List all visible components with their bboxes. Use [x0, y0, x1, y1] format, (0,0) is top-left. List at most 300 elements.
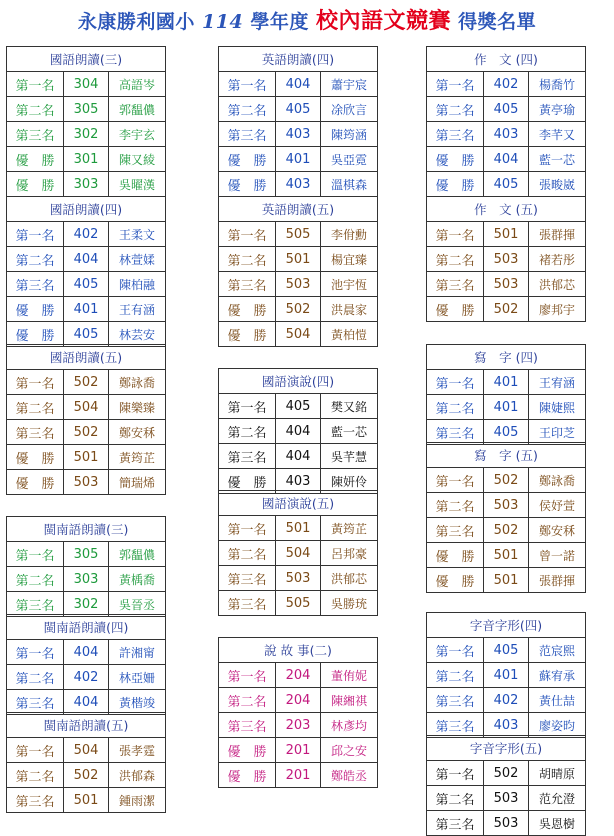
student-name-cell: 黃亭瑜 [529, 97, 586, 122]
rank-cell: 第一名 [219, 663, 276, 688]
class-cell: 405 [484, 97, 529, 122]
student-name-cell: 鄭安秝 [529, 518, 586, 543]
table-row [427, 568, 586, 593]
table-row [427, 786, 586, 811]
class-cell: 402 [64, 222, 109, 247]
rank-cell: 第三名 [7, 592, 64, 617]
class-cell: 403 [276, 122, 321, 147]
student-name-cell: 張畯崴 [529, 172, 586, 197]
student-name-cell: 黃楀喬 [109, 567, 166, 592]
table-row [219, 763, 378, 788]
student-name-cell: 范允澄 [529, 786, 586, 811]
category-title: 作 文 (五) [427, 197, 586, 222]
block-header [219, 197, 378, 222]
student-name-cell: 樊又銘 [321, 394, 378, 419]
class-cell: 501 [64, 445, 109, 470]
table-row [427, 395, 586, 420]
student-name-cell: 鄭安秝 [109, 420, 166, 445]
student-name-cell: 黃柏愷 [321, 322, 378, 347]
class-cell: 401 [276, 147, 321, 172]
block-header [219, 47, 378, 72]
rank-cell: 第二名 [219, 97, 276, 122]
table-row [7, 322, 166, 347]
rank-cell: 優 勝 [219, 147, 276, 172]
class-cell: 503 [484, 493, 529, 518]
block-calligraphy-5 [426, 442, 586, 593]
block-header [219, 638, 378, 663]
student-name-cell: 林芸安 [109, 322, 166, 347]
class-cell: 501 [484, 222, 529, 247]
table-row [219, 247, 378, 272]
student-name-cell: 廖姿昀 [529, 713, 586, 738]
class-cell: 503 [484, 272, 529, 297]
rank-cell: 第二名 [219, 247, 276, 272]
student-name-cell: 溫棋森 [321, 172, 378, 197]
class-cell: 403 [484, 713, 529, 738]
block-header [427, 47, 586, 72]
student-name-cell: 簡瑞烯 [109, 470, 166, 495]
table-row [427, 297, 586, 322]
class-cell: 502 [484, 518, 529, 543]
class-cell: 203 [276, 713, 321, 738]
student-name-cell: 王柔文 [109, 222, 166, 247]
rank-cell: 第二名 [7, 763, 64, 788]
block-header [7, 517, 166, 542]
block-mandarin-speech-5 [218, 490, 378, 616]
rank-cell: 第二名 [7, 567, 64, 592]
table-row [427, 97, 586, 122]
student-name-cell: 鄭詠喬 [109, 370, 166, 395]
table-row [7, 470, 166, 495]
rank-cell: 第一名 [7, 738, 64, 763]
student-name-cell: 陳緗祺 [321, 688, 378, 713]
student-name-cell: 郭馧儂 [109, 97, 166, 122]
category-title: 國語朗讀(三) [7, 47, 166, 72]
rank-cell: 第二名 [219, 419, 276, 444]
rank-cell: 第二名 [427, 395, 484, 420]
rank-cell: 優 勝 [219, 469, 276, 494]
class-cell: 405 [484, 638, 529, 663]
rank-cell: 第二名 [427, 493, 484, 518]
class-cell: 305 [64, 542, 109, 567]
table-row [219, 97, 378, 122]
student-name-cell: 鍾雨潔 [109, 788, 166, 813]
table-row [427, 370, 586, 395]
class-cell: 404 [64, 690, 109, 715]
rank-cell: 第一名 [7, 370, 64, 395]
class-cell: 401 [64, 297, 109, 322]
block-header [219, 491, 378, 516]
student-name-cell: 許湘甯 [109, 640, 166, 665]
student-name-cell: 陳婕熙 [529, 395, 586, 420]
category-title: 作 文 (四) [427, 47, 586, 72]
block-header [427, 197, 586, 222]
rank-cell: 優 勝 [427, 297, 484, 322]
table-row [427, 72, 586, 97]
table-row [427, 493, 586, 518]
student-name-cell: 董侑妮 [321, 663, 378, 688]
rank-cell: 第三名 [219, 122, 276, 147]
table-row [427, 247, 586, 272]
category-title: 國語演說(五) [219, 491, 378, 516]
table-row [427, 147, 586, 172]
table-row [7, 395, 166, 420]
student-name-cell: 曾一諾 [529, 543, 586, 568]
table-row [7, 592, 166, 617]
rank-cell: 優 勝 [219, 172, 276, 197]
rank-cell: 優 勝 [7, 172, 64, 197]
class-cell: 405 [276, 97, 321, 122]
table-row [7, 738, 166, 763]
student-name-cell: 陳妍伶 [321, 469, 378, 494]
class-cell: 405 [484, 420, 529, 445]
table-row [219, 738, 378, 763]
title-winners: 得獎名單 [458, 11, 537, 33]
rank-cell: 第二名 [7, 665, 64, 690]
class-cell: 504 [64, 395, 109, 420]
class-cell: 404 [276, 72, 321, 97]
table-row [427, 420, 586, 445]
student-name-cell: 李佾勳 [321, 222, 378, 247]
class-cell: 502 [484, 761, 529, 786]
student-name-cell: 林彥均 [321, 713, 378, 738]
rank-cell: 第二名 [427, 97, 484, 122]
student-name-cell: 張群揮 [529, 222, 586, 247]
category-title: 英語朗讀(五) [219, 197, 378, 222]
student-name-cell: 吳曜漢 [109, 172, 166, 197]
class-cell: 502 [484, 468, 529, 493]
rank-cell: 第一名 [219, 222, 276, 247]
rank-cell: 優 勝 [427, 172, 484, 197]
table-row [7, 690, 166, 715]
block-phonetics-5 [426, 735, 586, 836]
category-title: 閩南語朗讀(五) [7, 713, 166, 738]
block-minnan-reading-5 [6, 712, 166, 813]
class-cell: 505 [276, 591, 321, 616]
table-row [7, 542, 166, 567]
table-row [7, 763, 166, 788]
student-name-cell: 林萱媃 [109, 247, 166, 272]
rank-cell: 第三名 [427, 518, 484, 543]
table-row [219, 688, 378, 713]
class-cell: 303 [64, 567, 109, 592]
block-calligraphy-4 [426, 344, 586, 445]
student-name-cell: 洪郁森 [109, 763, 166, 788]
student-name-cell: 范宸熙 [529, 638, 586, 663]
rank-cell: 優 勝 [427, 147, 484, 172]
table-row [219, 322, 378, 347]
table-row [219, 516, 378, 541]
student-name-cell: 吳晉丞 [109, 592, 166, 617]
class-cell: 502 [64, 763, 109, 788]
block-composition-5 [426, 196, 586, 322]
student-name-cell: 吳勝珫 [321, 591, 378, 616]
rank-cell: 第二名 [427, 786, 484, 811]
class-cell: 501 [276, 247, 321, 272]
class-cell: 401 [484, 663, 529, 688]
block-storytelling-2 [218, 637, 378, 788]
student-name-cell: 陳柏融 [109, 272, 166, 297]
student-name-cell: 侯妤萱 [529, 493, 586, 518]
table-row [427, 713, 586, 738]
student-name-cell: 池宇恆 [321, 272, 378, 297]
table-row [219, 72, 378, 97]
rank-cell: 優 勝 [7, 147, 64, 172]
rank-cell: 第二名 [7, 247, 64, 272]
class-cell: 501 [276, 516, 321, 541]
class-cell: 302 [64, 592, 109, 617]
table-row [219, 444, 378, 469]
category-title: 字音字形(五) [427, 736, 586, 761]
rank-cell: 優 勝 [427, 543, 484, 568]
rank-cell: 第一名 [427, 638, 484, 663]
table-row [7, 297, 166, 322]
rank-cell: 第一名 [427, 370, 484, 395]
rank-cell: 優 勝 [427, 568, 484, 593]
category-title: 閩南語朗讀(四) [7, 615, 166, 640]
rank-cell: 第三名 [219, 272, 276, 297]
category-title: 說 故 事(二) [219, 638, 378, 663]
class-cell: 503 [484, 247, 529, 272]
student-name-cell: 陳又綾 [109, 147, 166, 172]
rank-cell: 第三名 [7, 122, 64, 147]
rank-cell: 第三名 [219, 591, 276, 616]
block-header [219, 369, 378, 394]
class-cell: 404 [276, 444, 321, 469]
student-name-cell: 黃楷竣 [109, 690, 166, 715]
rank-cell: 第二名 [219, 688, 276, 713]
class-cell: 504 [276, 541, 321, 566]
class-cell: 402 [484, 688, 529, 713]
rank-cell: 第三名 [427, 122, 484, 147]
rank-cell: 第二名 [7, 395, 64, 420]
table-row [427, 272, 586, 297]
student-name-cell: 陳樂臻 [109, 395, 166, 420]
rank-cell: 第三名 [427, 713, 484, 738]
class-cell: 503 [484, 811, 529, 836]
rank-cell: 第一名 [427, 222, 484, 247]
class-cell: 505 [276, 222, 321, 247]
table-row [7, 665, 166, 690]
title-school: 永康勝利國小 [77, 11, 195, 33]
table-row [427, 663, 586, 688]
table-row [7, 247, 166, 272]
rank-cell: 第二名 [219, 541, 276, 566]
class-cell: 404 [276, 419, 321, 444]
block-english-reading-4 [218, 46, 378, 197]
table-row [7, 222, 166, 247]
student-name-cell: 張孝霆 [109, 738, 166, 763]
student-name-cell: 高語岑 [109, 72, 166, 97]
class-cell: 501 [484, 543, 529, 568]
class-cell: 303 [64, 172, 109, 197]
category-title: 國語演說(四) [219, 369, 378, 394]
table-row [219, 147, 378, 172]
student-name-cell: 鄭詠喬 [529, 468, 586, 493]
table-row [427, 761, 586, 786]
class-cell: 404 [64, 247, 109, 272]
table-row [219, 541, 378, 566]
rank-cell: 第一名 [427, 761, 484, 786]
block-header [427, 736, 586, 761]
block-header [7, 47, 166, 72]
student-name-cell: 黃筠芷 [109, 445, 166, 470]
rank-cell: 第三名 [427, 272, 484, 297]
rank-cell: 第三名 [7, 690, 64, 715]
student-name-cell: 楊宜臻 [321, 247, 378, 272]
student-name-cell: 吳芊慧 [321, 444, 378, 469]
rank-cell: 優 勝 [7, 445, 64, 470]
table-row [427, 122, 586, 147]
title-year: 114 [202, 11, 244, 33]
student-name-cell: 王有涵 [109, 297, 166, 322]
block-minnan-reading-4 [6, 614, 166, 715]
block-composition-4 [426, 46, 586, 197]
student-name-cell: 李芊又 [529, 122, 586, 147]
table-row [427, 518, 586, 543]
class-cell: 504 [64, 738, 109, 763]
rank-cell: 第三名 [7, 420, 64, 445]
rank-cell: 優 勝 [219, 738, 276, 763]
class-cell: 405 [64, 322, 109, 347]
student-name-cell: 王宥涵 [529, 370, 586, 395]
student-name-cell: 藍一芯 [529, 147, 586, 172]
rank-cell: 第一名 [7, 222, 64, 247]
table-row [7, 72, 166, 97]
rank-cell: 優 勝 [7, 322, 64, 347]
class-cell: 403 [276, 172, 321, 197]
student-name-cell: 郭馧儂 [109, 542, 166, 567]
rank-cell: 第三名 [219, 566, 276, 591]
table-row [7, 420, 166, 445]
rank-cell: 第三名 [7, 788, 64, 813]
block-header [427, 443, 586, 468]
class-cell: 304 [64, 72, 109, 97]
class-cell: 405 [484, 172, 529, 197]
block-header [7, 615, 166, 640]
student-name-cell: 褚若彤 [529, 247, 586, 272]
category-title: 英語朗讀(四) [219, 47, 378, 72]
class-cell: 401 [484, 395, 529, 420]
block-header [427, 613, 586, 638]
student-name-cell: 洪晨家 [321, 297, 378, 322]
student-name-cell: 呂邦豪 [321, 541, 378, 566]
category-title: 寫 字 (五) [427, 443, 586, 468]
student-name-cell: 張群揮 [529, 568, 586, 593]
rank-cell: 第三名 [219, 444, 276, 469]
class-cell: 503 [64, 470, 109, 495]
rank-cell: 第一名 [219, 394, 276, 419]
category-title: 字音字形(四) [427, 613, 586, 638]
class-cell: 201 [276, 763, 321, 788]
student-name-cell: 李宇玄 [109, 122, 166, 147]
class-cell: 402 [484, 72, 529, 97]
table-row [7, 272, 166, 297]
block-header [7, 713, 166, 738]
student-name-cell: 陳筠涵 [321, 122, 378, 147]
rank-cell: 優 勝 [219, 297, 276, 322]
table-row [7, 445, 166, 470]
rank-cell: 優 勝 [7, 470, 64, 495]
student-name-cell: 洪郁芯 [529, 272, 586, 297]
class-cell: 204 [276, 688, 321, 713]
rank-cell: 第一名 [427, 468, 484, 493]
class-cell: 302 [64, 122, 109, 147]
table-row [219, 394, 378, 419]
table-row [7, 788, 166, 813]
class-cell: 403 [484, 122, 529, 147]
table-row [7, 97, 166, 122]
student-name-cell: 吳恩樹 [529, 811, 586, 836]
class-cell: 405 [276, 394, 321, 419]
class-cell: 502 [484, 297, 529, 322]
student-name-cell: 胡晴原 [529, 761, 586, 786]
class-cell: 502 [64, 370, 109, 395]
table-row [427, 468, 586, 493]
class-cell: 502 [64, 420, 109, 445]
table-row [219, 122, 378, 147]
student-name-cell: 吳亞霓 [321, 147, 378, 172]
table-row [427, 811, 586, 836]
table-row [219, 591, 378, 616]
block-mandarin-reading-4 [6, 196, 166, 347]
student-name-cell: 藍一芯 [321, 419, 378, 444]
class-cell: 204 [276, 663, 321, 688]
block-header [7, 345, 166, 370]
rank-cell: 第一名 [7, 542, 64, 567]
title-year-label: 學年度 [250, 11, 309, 33]
table-row [219, 419, 378, 444]
table-row [7, 567, 166, 592]
rank-cell: 第一名 [427, 72, 484, 97]
rank-cell: 第三名 [427, 811, 484, 836]
category-title: 閩南語朗讀(三) [7, 517, 166, 542]
student-name-cell: 廖邦宇 [529, 297, 586, 322]
block-minnan-reading-3 [6, 516, 166, 617]
category-title: 國語朗讀(五) [7, 345, 166, 370]
rank-cell: 第一名 [219, 516, 276, 541]
table-row [7, 370, 166, 395]
student-name-cell: 黃筠芷 [321, 516, 378, 541]
table-row [7, 640, 166, 665]
student-name-cell: 鄭皓丞 [321, 763, 378, 788]
rank-cell: 第一名 [7, 72, 64, 97]
table-row [219, 566, 378, 591]
rank-cell: 第二名 [427, 663, 484, 688]
block-header [427, 345, 586, 370]
table-row [427, 543, 586, 568]
rank-cell: 第三名 [427, 420, 484, 445]
student-name-cell: 林亞姍 [109, 665, 166, 690]
table-row [7, 172, 166, 197]
block-header [7, 197, 166, 222]
rank-cell: 第三名 [7, 272, 64, 297]
block-mandarin-reading-3 [6, 46, 166, 197]
rank-cell: 優 勝 [7, 297, 64, 322]
class-cell: 504 [276, 322, 321, 347]
table-row [7, 147, 166, 172]
block-phonetics-4 [426, 612, 586, 738]
student-name-cell: 黃仕喆 [529, 688, 586, 713]
page-title [0, 6, 614, 36]
table-row [427, 222, 586, 247]
class-cell: 301 [64, 147, 109, 172]
rank-cell: 第一名 [219, 72, 276, 97]
rank-cell: 第一名 [7, 640, 64, 665]
block-mandarin-speech-4 [218, 368, 378, 494]
rank-cell: 第三名 [427, 688, 484, 713]
class-cell: 503 [276, 272, 321, 297]
